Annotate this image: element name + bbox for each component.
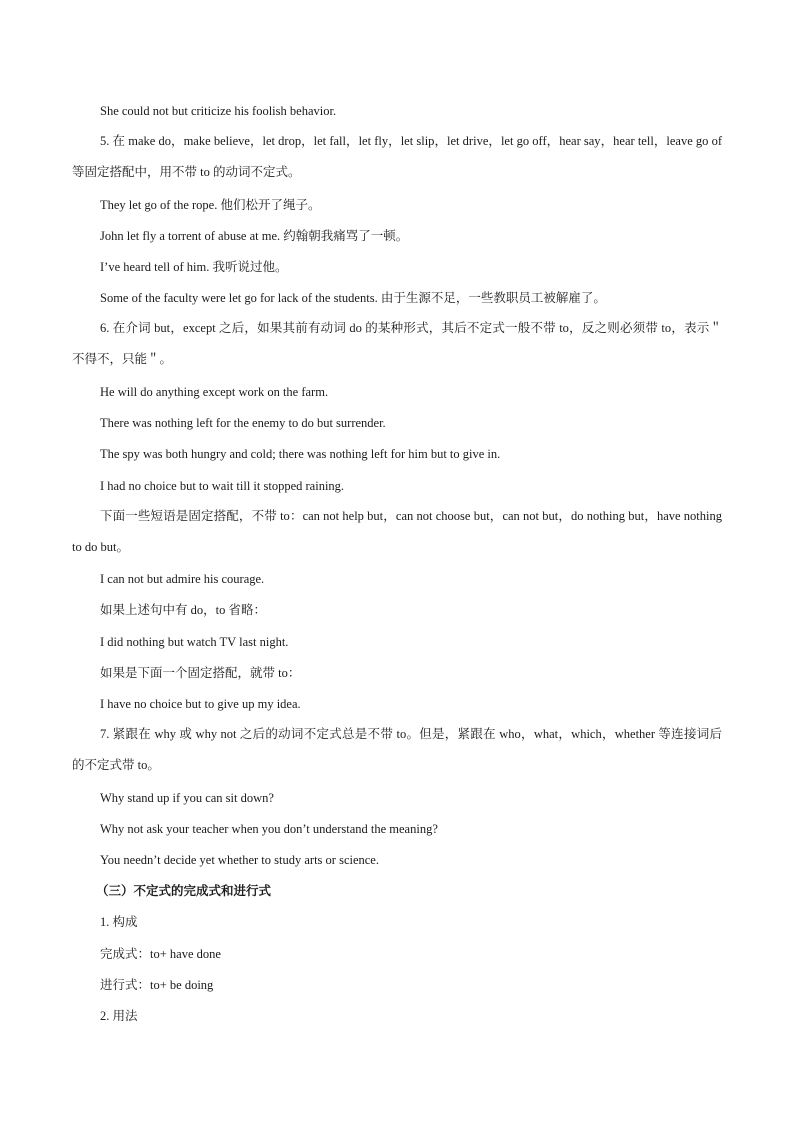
- example-sentence: I had no choice but to wait till it stopped raining.: [100, 479, 345, 493]
- fixed-phrases-paragraph: 下面一些短语是固定搭配，不带 to：can not help but，can not choose but，can not but，do nothing but，have nothing to do but。: [72, 509, 722, 554]
- example-sentence: Why stand up if you can sit down?: [100, 791, 274, 805]
- example-sentence: John let fly a torrent of abuse at me. 约翰朝我痛骂了一顿。: [100, 229, 409, 243]
- example-sentence: I’ve heard tell of him. 我听说过他。: [100, 260, 288, 274]
- note-line: 如果上述句中有 do，to 省略：: [100, 603, 266, 617]
- example-sentence: There was nothing left for the enemy to do but surrender.: [100, 416, 386, 430]
- section-heading: （三）不定式的完成式和进行式: [96, 884, 272, 898]
- example-sentence: You needn’t decide yet whether to study arts or science.: [100, 853, 379, 867]
- example-sentence: The spy was both hungry and cold; there was nothing left for him but to give in.: [100, 447, 501, 461]
- example-sentence: She could not but criticize his foolish behavior.: [100, 104, 337, 118]
- rule-paragraph-5: 5. 在 make do，make believe，let drop，let fall，let fly，let slip，let drive，let go off，hear say，hear tell，leave go of 等固定搭配中，用不带 to 的动词不定式。: [72, 134, 722, 179]
- formula-line: 完成式：to+ have done: [100, 947, 221, 961]
- example-sentence: Why not ask your teacher when you don’t understand the meaning?: [100, 822, 438, 836]
- example-sentence: They let go of the rope. 他们松开了绳子。: [100, 198, 321, 212]
- example-sentence: I have no choice but to give up my idea.: [100, 697, 301, 711]
- example-sentence: He will do anything except work on the farm.: [100, 385, 329, 399]
- subheading: 2. 用法: [100, 1009, 138, 1023]
- example-sentence: I did nothing but watch TV last night.: [100, 635, 289, 649]
- example-sentence: I can not but admire his courage.: [100, 572, 265, 586]
- rule-paragraph-7: 7. 紧跟在 why 或 why not 之后的动词不定式总是不带 to。但是，紧跟在 who，what，which，whether 等连接词后的不定式带 to。: [72, 727, 722, 772]
- subheading: 1. 构成: [100, 915, 138, 929]
- example-sentence: Some of the faculty were let go for lack of the students. 由于生源不足，一些教职员工被解雇了。: [100, 291, 606, 305]
- rule-paragraph-6: 6. 在介词 but，except 之后，如果其前有动词 do 的某种形式，其后不定式一般不带 to，反之则必须带 to，表示＂不得不，只能＂。: [72, 321, 722, 366]
- note-line: 如果是下面一个固定搭配，就带 to：: [100, 666, 301, 680]
- formula-line: 进行式：to+ be doing: [100, 978, 214, 992]
